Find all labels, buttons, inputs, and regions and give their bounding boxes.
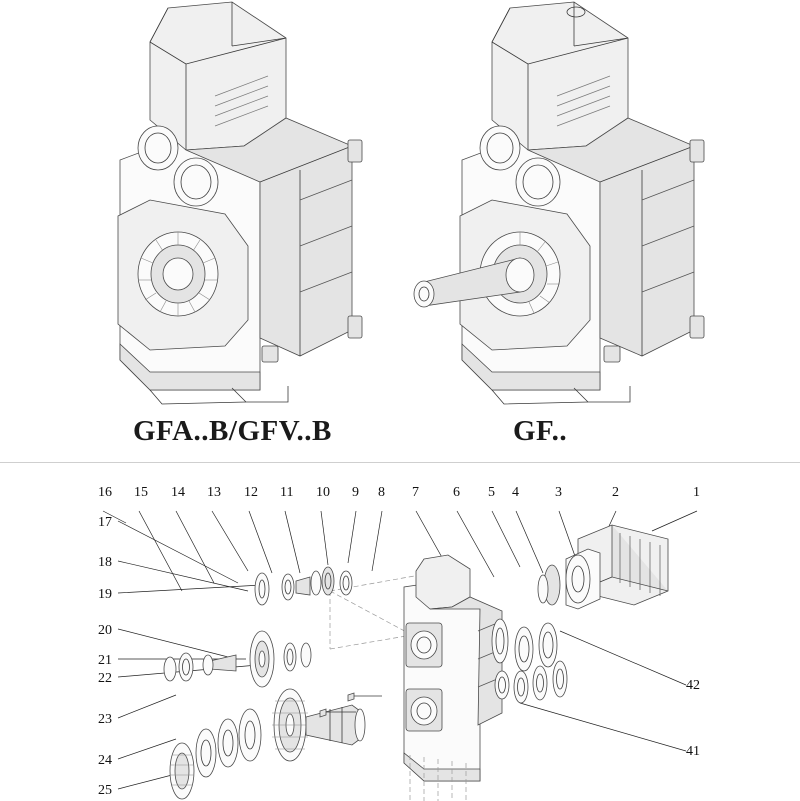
callout-41: 41 bbox=[686, 744, 700, 759]
small-parts-row-top bbox=[255, 567, 352, 605]
callout-42: 42 bbox=[686, 678, 700, 693]
callout-25: 25 bbox=[98, 783, 112, 798]
callout-18: 18 bbox=[98, 555, 112, 570]
callout-13: 13 bbox=[207, 485, 221, 500]
callout-4: 4 bbox=[512, 485, 519, 500]
caption-right: GF.. bbox=[513, 415, 568, 447]
callout-16: 16 bbox=[98, 485, 112, 500]
callout-19: 19 bbox=[98, 587, 112, 602]
callout-22: 22 bbox=[98, 671, 112, 686]
gearbox-isometric-right bbox=[414, 2, 704, 404]
callout-6: 6 bbox=[453, 485, 460, 500]
callout-3: 3 bbox=[555, 485, 562, 500]
callout-24: 24 bbox=[98, 753, 112, 768]
callout-1: 1 bbox=[693, 485, 700, 500]
callout-14: 14 bbox=[171, 485, 185, 500]
bearing-and-washer-stack-right bbox=[492, 619, 567, 703]
callout-5: 5 bbox=[488, 485, 495, 500]
callout-17: 17 bbox=[98, 515, 112, 530]
housing-body bbox=[404, 555, 502, 801]
callout-11: 11 bbox=[280, 485, 294, 500]
callout-20: 20 bbox=[98, 623, 112, 638]
caption-left: GFA..B/GFV..B bbox=[133, 415, 332, 447]
callout-8: 8 bbox=[378, 485, 385, 500]
callout-15: 15 bbox=[134, 485, 148, 500]
gearbox-isometric-left bbox=[118, 2, 362, 404]
callout-10: 10 bbox=[316, 485, 330, 500]
callout-12: 12 bbox=[244, 485, 258, 500]
callout-21: 21 bbox=[98, 653, 112, 668]
output-gear-shaft-assembly bbox=[170, 689, 365, 799]
gearbox-exploded-parts-diagram bbox=[0, 463, 800, 801]
callout-7: 7 bbox=[412, 485, 419, 500]
callout-23: 23 bbox=[98, 712, 112, 727]
exploded-view-panel bbox=[0, 462, 800, 801]
callout-9: 9 bbox=[352, 485, 359, 500]
callout-2: 2 bbox=[612, 485, 619, 500]
motor-adapter-assembly bbox=[538, 525, 668, 609]
